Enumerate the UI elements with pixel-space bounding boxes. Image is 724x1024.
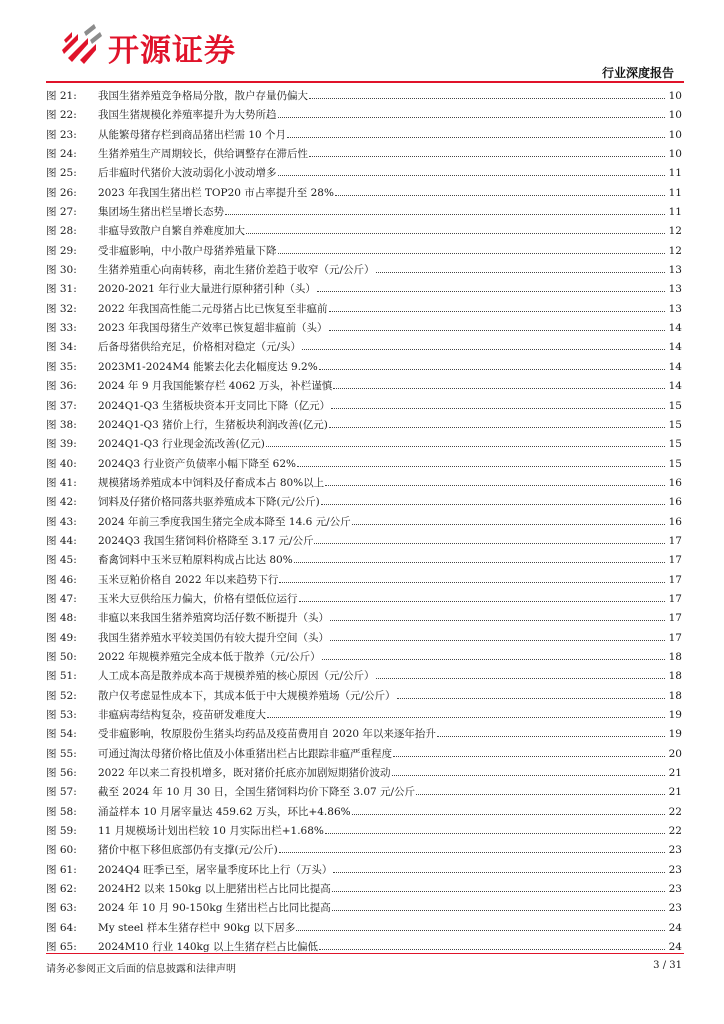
toc-dot-leader (317, 291, 665, 292)
toc-entry[interactable] (46, 320, 682, 339)
toc-entry[interactable] (46, 223, 682, 242)
toc-dot-leader (279, 582, 665, 583)
toc-figure-title: 我国生猪养殖水平较美国仍有较大提升空间（头） (98, 631, 329, 644)
toc-figure-title: 2024Q1-Q3 猪价上行，生猪板块利润改善(亿元) (98, 418, 328, 431)
toc-page-number: 13 (668, 264, 682, 277)
toc-figure-title: 2020-2021 年行业大量进行原种猪引种（头） (98, 283, 316, 296)
toc-figure-title: 非瘟导致散户自繁自养难度加大 (98, 225, 245, 238)
toc-figure-title: 我国生猪规模化养殖率提升为大势所趋 (98, 109, 277, 122)
toc-figure-label: 图 54: (46, 728, 77, 741)
toc-entry[interactable] (46, 243, 682, 262)
toc-figure-title: 生猪养殖生产周期较长，供给调整存在滞后性 (98, 148, 308, 161)
footer-disclaimer: 请务必参阅正文后面的信息披露和法律声明 (46, 964, 236, 975)
toc-entry[interactable] (46, 842, 682, 861)
toc-figure-label: 图 38: (46, 418, 77, 431)
toc-entry[interactable] (46, 746, 682, 765)
toc-entry[interactable] (46, 417, 682, 436)
toc-entry[interactable] (46, 456, 682, 475)
toc-figure-label: 图 37: (46, 399, 77, 412)
toc-page-number: 23 (668, 902, 682, 915)
toc-figure-title: 2024Q1-Q3 行业现金流改善(亿元) (98, 438, 265, 451)
toc-entry[interactable] (46, 494, 682, 513)
toc-figure-label: 图 23: (46, 128, 77, 141)
toc-page-number: 16 (668, 476, 682, 489)
toc-figure-title: 我国生猪养殖竞争格局分散，散户存量仍偏大 (98, 90, 308, 102)
toc-page-number: 23 (668, 863, 682, 876)
toc-figure-title: 截至 2024 年 10 月 30 日，全国生猪饲料均价下降至 3.07 元/公斤 (98, 786, 416, 799)
toc-page-number: 17 (668, 612, 682, 625)
toc-figure-label: 图 41: (46, 476, 77, 489)
toc-dot-leader (287, 137, 665, 138)
toc-figure-title: 2024 年前三季度我国生猪完全成本降至 14.6 元/公斤 (98, 515, 351, 528)
toc-figure-title: 2024Q4 旺季已至，屠宰量季度环比上行（万头） (98, 863, 333, 876)
toc-dot-leader (296, 930, 665, 931)
toc-page-number: 11 (668, 186, 682, 199)
toc-figure-label: 图 32: (46, 302, 77, 315)
toc-dot-leader (331, 408, 665, 409)
toc-dot-leader (246, 233, 665, 234)
toc-figure-label: 图 21: (46, 90, 77, 102)
figure-index-list (46, 88, 682, 958)
toc-dot-leader (329, 330, 665, 331)
logo-text: 开源证券 (108, 33, 236, 69)
toc-figure-title: 2024 年 9 月我国能繁存栏 4062 万头，补栏谨慎 (98, 380, 333, 393)
toc-dot-leader (329, 311, 665, 312)
toc-page-number: 10 (668, 148, 682, 161)
toc-entry[interactable] (46, 301, 682, 320)
toc-entry[interactable] (46, 88, 682, 107)
toc-figure-label: 图 31: (46, 283, 77, 296)
toc-dot-leader (332, 891, 665, 892)
toc-dot-leader (278, 253, 666, 254)
toc-figure-label: 图 39: (46, 438, 77, 451)
toc-dot-leader (278, 175, 666, 176)
toc-page-number: 12 (668, 244, 682, 257)
toc-page-number: 13 (668, 283, 682, 296)
toc-figure-title: 2024Q3 行业资产负债率小幅下降至 62% (98, 457, 297, 470)
toc-entry[interactable] (46, 204, 682, 223)
toc-page-number: 15 (668, 457, 682, 470)
toc-entry[interactable] (46, 378, 682, 397)
toc-dot-leader (319, 369, 665, 370)
footer-divider (46, 953, 684, 954)
toc-figure-title: 玉米豆粕价格自 2022 年以来趋势下行 (98, 573, 279, 586)
toc-figure-label: 图 45: (46, 554, 77, 567)
toc-figure-label: 图 58: (46, 805, 77, 818)
toc-page-number: 22 (668, 805, 682, 818)
toc-dot-leader (376, 678, 665, 679)
toc-page-number: 17 (668, 534, 682, 547)
toc-figure-title: 畜禽饲料中玉米豆粕原料构成占比达 80% (98, 554, 293, 567)
toc-entry[interactable] (46, 668, 682, 687)
toc-figure-label: 图 26: (46, 186, 77, 199)
toc-figure-label: 图 29: (46, 244, 77, 257)
toc-figure-label: 图 43: (46, 515, 77, 528)
toc-figure-label: 图 40: (46, 457, 77, 470)
toc-figure-title: 猪价中枢下移但底部仍有支撑(元/公斤) (98, 844, 278, 857)
toc-entry[interactable] (46, 475, 682, 494)
toc-dot-leader (297, 466, 665, 467)
toc-page-number: 14 (668, 380, 682, 393)
toc-page-number: 18 (668, 650, 682, 663)
toc-figure-label: 图 24: (46, 148, 77, 161)
toc-page-number: 16 (668, 515, 682, 528)
toc-page-number: 21 (668, 767, 682, 780)
toc-figure-label: 图 61: (46, 863, 77, 876)
toc-figure-title: 散户仅考虑显性成本下，其成本低于中大规模养殖场（元/公斤） (98, 689, 396, 702)
toc-entry[interactable] (46, 572, 682, 591)
toc-figure-label: 图 27: (46, 206, 77, 219)
toc-entry[interactable] (46, 146, 682, 165)
toc-figure-title: 2024H2 以来 150kg 以上肥猪出栏占比同比提高 (98, 883, 331, 896)
toc-entry[interactable] (46, 726, 682, 745)
toc-figure-title: 2022 年以来二育投机增多，既对猪价托底亦加剧短期猪价波动 (98, 767, 391, 780)
toc-page-number: 19 (668, 709, 682, 721)
toc-entry[interactable] (46, 185, 682, 204)
header-divider (46, 81, 684, 83)
toc-page-number: 12 (668, 225, 682, 238)
toc-entry[interactable] (46, 823, 682, 842)
toc-dot-leader (332, 910, 665, 911)
toc-page-number: 10 (668, 109, 682, 122)
toc-page-number: 11 (668, 206, 682, 219)
toc-entry[interactable] (46, 862, 682, 881)
toc-page-number: 17 (668, 573, 682, 586)
toc-dot-leader (330, 640, 665, 641)
toc-page-number: 23 (668, 844, 682, 857)
company-logo (58, 20, 288, 69)
toc-figure-title: 集团场生猪出栏呈增长态势 (98, 206, 224, 219)
toc-dot-leader (309, 156, 665, 157)
toc-figure-label: 图 36: (46, 380, 77, 393)
toc-figure-title: 后备母猪供给充足，价格相对稳定（元/头） (98, 341, 302, 354)
toc-figure-title: 玉米大豆供给压力偏大，价格有望低位运行 (98, 592, 298, 605)
toc-dot-leader (279, 852, 665, 853)
logo-mark-icon (58, 20, 104, 66)
toc-page-number: 15 (668, 418, 682, 431)
toc-page-number: 13 (668, 302, 682, 315)
toc-figure-title: 11 月规模场计划出栏较 10 月实际出栏+1.68% (98, 825, 324, 838)
toc-dot-leader (376, 272, 665, 273)
toc-figure-label: 图 49: (46, 631, 77, 644)
toc-entry[interactable] (46, 533, 682, 552)
toc-entry[interactable] (46, 165, 682, 184)
toc-entry[interactable] (46, 127, 682, 146)
toc-figure-title: 后非瘟时代猪价大波动弱化小波动增多 (98, 167, 277, 180)
toc-entry[interactable] (46, 398, 682, 417)
toc-entry[interactable] (46, 707, 682, 726)
toc-dot-leader (352, 524, 665, 525)
toc-page-number: 11 (668, 167, 682, 180)
toc-dot-leader (314, 543, 665, 544)
toc-entry[interactable] (46, 262, 682, 281)
footer-page-number: 3 / 31 (653, 960, 682, 971)
toc-figure-label: 图 62: (46, 883, 77, 896)
toc-page-number: 21 (668, 786, 682, 799)
toc-figure-title: 2023M1-2024M4 能繁去化去化幅度达 9.2% (98, 360, 318, 373)
toc-page-number: 14 (668, 360, 682, 373)
toc-page-number: 15 (668, 438, 682, 451)
toc-dot-leader (437, 736, 665, 737)
toc-figure-label: 图 59: (46, 825, 77, 838)
toc-entry[interactable] (46, 804, 682, 823)
toc-figure-label: 图 65: (46, 941, 77, 954)
toc-figure-label: 图 48: (46, 612, 77, 625)
toc-figure-label: 图 52: (46, 689, 77, 702)
toc-figure-label: 图 53: (46, 709, 77, 721)
toc-dot-leader (225, 214, 665, 215)
toc-figure-label: 图 50: (46, 650, 77, 663)
toc-dot-leader (322, 659, 665, 660)
toc-entry[interactable] (46, 107, 682, 126)
toc-figure-title: 涌益样本 10 月屠宰量达 459.62 万头，环比+4.86% (98, 805, 351, 818)
toc-page-number: 10 (668, 90, 682, 102)
toc-page-number: 24 (668, 941, 682, 954)
toc-entry[interactable] (46, 688, 682, 707)
toc-figure-label: 图 64: (46, 921, 77, 934)
toc-entry[interactable] (46, 920, 682, 939)
toc-figure-label: 图 51: (46, 670, 77, 683)
toc-figure-label: 图 56: (46, 767, 77, 780)
toc-figure-title: 非瘟病毒结构复杂，疫苗研发难度大 (98, 709, 266, 721)
toc-page-number: 14 (668, 322, 682, 335)
toc-figure-title: 2022 年我国高性能二元母猪占比已恢复至非瘟前 (98, 302, 328, 315)
toc-entry[interactable] (46, 784, 682, 803)
toc-figure-title: 2022 年规模养殖完全成本低于散养（元/公斤） (98, 650, 321, 663)
toc-entry[interactable] (46, 436, 682, 455)
toc-figure-title: 2023 年我国生猪出栏 TOP20 市占率提升至 28% (98, 186, 334, 199)
toc-dot-leader (278, 117, 666, 118)
toc-page-number: 24 (668, 921, 682, 934)
toc-entry[interactable] (46, 359, 682, 378)
toc-figure-title: 从能繁母猪存栏到商品猪出栏需 10 个月 (98, 128, 287, 141)
toc-figure-title: 2024 年 10 月 90-150kg 生猪出栏占比同比提高 (98, 902, 331, 915)
toc-page-number: 23 (668, 883, 682, 896)
toc-entry[interactable] (46, 900, 682, 919)
toc-dot-leader (267, 717, 665, 718)
toc-figure-title: 2023 年我国母猪生产效率已恢复超非瘟前（头） (98, 322, 328, 335)
toc-figure-label: 图 60: (46, 844, 77, 857)
toc-dot-leader (325, 833, 665, 834)
toc-page-number: 18 (668, 670, 682, 683)
toc-figure-label: 图 63: (46, 902, 77, 915)
toc-figure-label: 图 35: (46, 360, 77, 373)
toc-figure-label: 图 44: (46, 534, 77, 547)
toc-page-number: 17 (668, 592, 682, 605)
toc-dot-leader (266, 446, 665, 447)
toc-page-number: 20 (668, 747, 682, 760)
toc-dot-leader (397, 698, 665, 699)
toc-dot-leader (352, 814, 665, 815)
toc-figure-title: 2024M10 行业 140kg 以上生猪存栏占比偏低 (98, 941, 318, 954)
toc-dot-leader (330, 620, 665, 621)
toc-dot-leader (319, 949, 665, 950)
toc-figure-title: 饲料及仔猪价格同落共驱养殖成本下降(元/公斤) (98, 496, 320, 509)
toc-entry[interactable] (46, 630, 682, 649)
toc-entry[interactable] (46, 939, 682, 958)
toc-entry[interactable] (46, 765, 682, 784)
toc-dot-leader (416, 794, 665, 795)
toc-page-number: 15 (668, 399, 682, 412)
toc-figure-title: 人工成本高是散养成本高于规模养殖的核心原因（元/公斤） (98, 670, 375, 683)
toc-figure-title: My steel 样本生猪存栏中 90kg 以下居多 (98, 921, 296, 934)
toc-figure-label: 图 46: (46, 573, 77, 586)
toc-figure-label: 图 55: (46, 747, 77, 760)
report-type-label: 行业深度报告 (601, 66, 674, 80)
toc-dot-leader (329, 427, 665, 428)
toc-dot-leader (299, 601, 666, 602)
toc-dot-leader (393, 756, 665, 757)
toc-page-number: 22 (668, 825, 682, 838)
toc-figure-title: 可通过淘汰母猪价格比值及小体重猪出栏占比跟踪非瘟严重程度 (98, 747, 392, 760)
toc-figure-title: 生猪养殖重心向南转移，南北生猪价差趋于收窄（元/公斤） (98, 264, 375, 277)
toc-dot-leader (294, 562, 665, 563)
toc-entry[interactable] (46, 281, 682, 300)
toc-figure-title: 2024Q1-Q3 生猪板块资本开支同比下降（亿元） (98, 399, 331, 412)
toc-figure-label: 图 42: (46, 496, 77, 509)
toc-entry[interactable] (46, 649, 682, 668)
toc-entry[interactable] (46, 881, 682, 900)
toc-page-number: 19 (668, 728, 682, 741)
toc-figure-label: 图 33: (46, 322, 77, 335)
toc-entry[interactable] (46, 591, 682, 610)
toc-figure-label: 图 57: (46, 786, 77, 799)
toc-figure-label: 图 34: (46, 341, 77, 354)
toc-figure-label: 图 30: (46, 264, 77, 277)
toc-figure-title: 受非瘟影响，牧原股份生猪头均药品及疫苗费用自 2020 年以来逐年抬升 (98, 728, 436, 741)
toc-page-number: 17 (668, 554, 682, 567)
toc-dot-leader (302, 349, 665, 350)
toc-figure-title: 规模猪场养殖成本中饲料及仔畜成本占 80%以上 (98, 476, 325, 489)
toc-page-number: 17 (668, 631, 682, 644)
toc-figure-label: 图 28: (46, 225, 77, 238)
toc-figure-title: 非瘟以来我国生猪养殖窝均活仔数不断提升（头） (98, 612, 329, 625)
toc-dot-leader (392, 775, 665, 776)
toc-dot-leader (333, 872, 665, 873)
toc-figure-title: 2024Q3 我国生猪饲料价格降至 3.17 元/公斤 (98, 534, 314, 547)
toc-dot-leader (325, 485, 665, 486)
toc-entry[interactable] (46, 339, 682, 358)
toc-entry[interactable] (46, 514, 682, 533)
toc-page-number: 16 (668, 496, 682, 509)
toc-page-number: 18 (668, 689, 682, 702)
toc-page-number: 14 (668, 341, 682, 354)
toc-dot-leader (335, 195, 665, 196)
toc-dot-leader (309, 98, 665, 99)
toc-page-number: 10 (668, 128, 682, 141)
toc-dot-leader (321, 504, 665, 505)
toc-figure-label: 图 22: (46, 109, 77, 122)
toc-figure-label: 图 25: (46, 167, 77, 180)
toc-entry[interactable] (46, 552, 682, 571)
toc-figure-label: 图 47: (46, 592, 77, 605)
toc-figure-title: 受非瘟影响，中小散户母猪养殖量下降 (98, 244, 277, 257)
toc-entry[interactable] (46, 610, 682, 629)
toc-dot-leader (333, 388, 665, 389)
